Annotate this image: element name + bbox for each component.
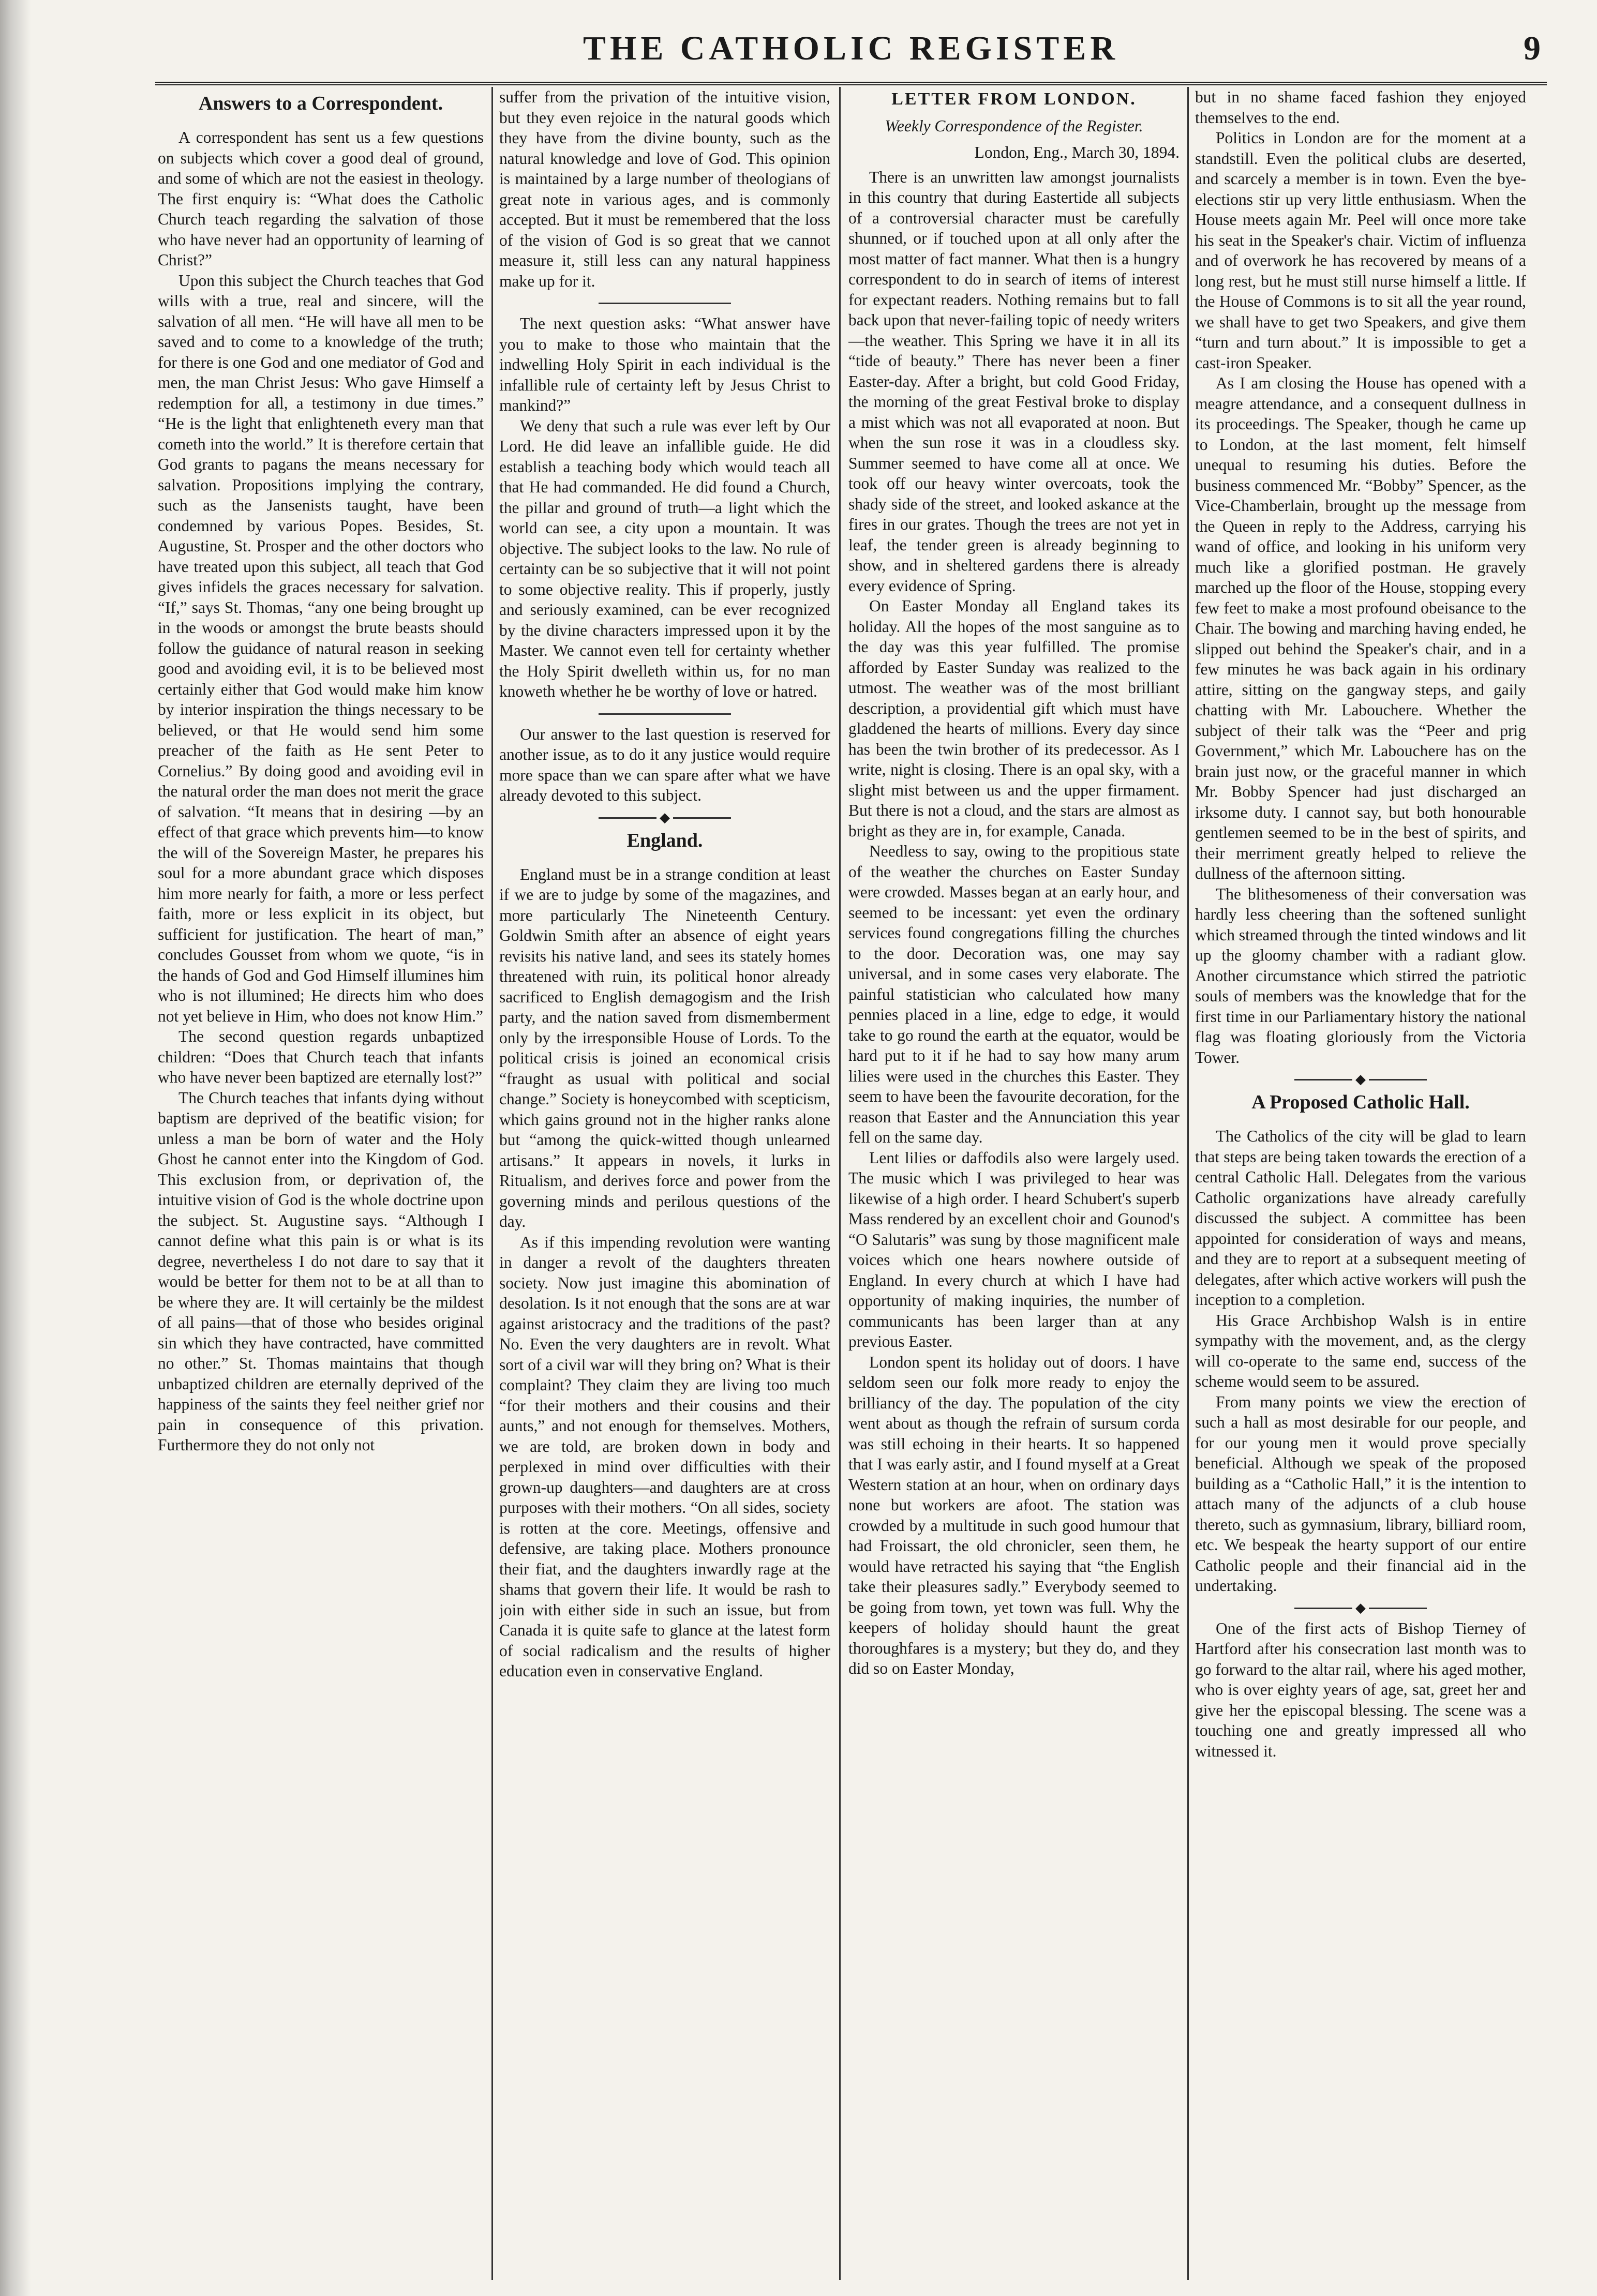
masthead (155, 20, 1547, 85)
newspaper-title: THE CATHOLIC REGISTER (583, 29, 1119, 67)
article-paragraph: but in no shame faced fashion they enjoyed themselves to the end. (1195, 88, 1526, 127)
column-rule (1187, 87, 1189, 2280)
ornament-divider (1294, 1079, 1427, 1081)
article-paragraph: One of the first acts of Bishop Tierney of Hartford after his consecration last month was to go forward to the altar rail, where his aged mother, who is over eighty years of age, sat, greet her and give her the episcopal blessing. The scene was a touching one and greatly impressed all who witnessed it. (1195, 1619, 1526, 1760)
section-divider (599, 303, 731, 304)
headline-england: England. (626, 829, 703, 851)
article-paragraph: Lent lilies or daffodils also were largely used. The music which I was privileged to hear was likewise of a high order. I heard Schubert's superb Mass rendered by an excellent choir and Gounod's “O Salutaris” was sung by those magnificent male voices which one hears nowhere outside of England. In every church at which I have had opportunity of making inquiries, the number of communicants has been larger than at any previous Easter. (848, 1148, 1180, 1350)
article-paragraph: His Grace Archbishop Walsh is in entire sympathy with the movement, and, as the clergy will co-operate to the same end, success of the scheme would seem to be assured. (1195, 1311, 1526, 1390)
column-3 (848, 87, 1180, 2280)
article-paragraph: Needless to say, owing to the propitious state of the weather the churches on Easter Sunday were crowded. Masses began at an early hour, and seemed to be incessant: yet even the ordinary services found congregations filling the churches to the door. Decoration was, one may say universal, and in some cases very elaborate. The painful statistician who calculated how many pennies placed in a line, edge to edge, it would take to go round the earth at the equator, would be hard put to it if he had to say how many arum lilies were used in the churches this Easter. They seem to have been the favourite decoration, for the reason that Easter and the Annunciation this year fell on the same day. (848, 842, 1180, 1146)
page-edge-shadow (0, 0, 31, 2296)
article-paragraph: The second question regards unbaptized children: “Does that Church teach that infants who have never been baptized are eternally lost?” (158, 1027, 484, 1086)
page-number: 9 (1524, 29, 1541, 67)
article-paragraph: On Easter Monday all England takes its holiday. All the hopes of the most sanguine as to the day was this year fulfilled. The promise afforded by Easter Sunday was realized to the utmost. The weather was of the most brilliant description, a providential gift which must have gladdened the hearts of millions. Every day since has been the twin brother of its predecessor. As I write, night is closing. There is an opal sky, with a slight mist between us and the upper firmament. But there is not a cloud, and the stars are almost as bright as they are in, for example, Canada. (848, 597, 1180, 840)
ornament-divider (599, 817, 731, 819)
article-paragraph: Politics in London are for the moment at a standstill. Even the political clubs are deserted, and scarcely a member is in town. Even the bye-elections stir up very little enthusiasm. When the House meets again Mr. Peel will once more take his seat in the Speaker's chair. Victim of influenza and of overwork he has recovered by means of a long rest, but he must still nurse himself a little. If the House of Commons is to sit all the year round, we shall have to get two Speakers, and give them “turn and turn about.” It is impossible to get a cast-iron Speaker. (1195, 129, 1526, 372)
article-paragraph: As if this impending revolution were wanting in danger a revolt of the daughters threaten society. Now just imagine this abomination of desolation. Is it not enough that the sons are at war against aristocracy and the traditions of the past? No. Even the very daughters are in revolt. What sort of a civil war will they bring on? What is their complaint? They claim they are living too much “for their mothers and their cousins and their aunts,” and not enough for themselves. Mothers, we are told, are broken down in body and perplexed in mind over difficulties with their grown-up daughters—and daughters are at cross purposes with their mothers. “On all sides, society is rotten at the core. Meetings, offensive and defensive, are taking place. Mothers pronounce their fiat, and the daughters inwardly rage at the shams that govern their life. It would be rash to join with either side in such an issue, but from Canada it is quite safe to glance at the latest form of social radicalism and the results of higher education even in conservative England. (499, 1233, 830, 1680)
article-paragraph: The Catholics of the city will be glad to learn that steps are being taken towards the erection of a central Catholic Hall. Delegates from the various Catholic organizations have already carefully discussed the subject. A committee has been appointed for consideration of ways and means, and they are to report at a subsequent meeting of delegates, after which active workers will push the inception to a completion. (1195, 1127, 1526, 1309)
column-rule (839, 87, 841, 2280)
column-1 (158, 87, 484, 2280)
section-divider (599, 713, 731, 715)
column-4 (1195, 87, 1526, 2280)
article-paragraph: The next question asks: “What answer have you to make to those who maintain that the indwelling Holy Spirit in each individual is the infallible rule of certainty left by Jesus Christ to mankind?” (499, 314, 830, 414)
article-paragraph: The blithesomeness of their conversation was hardly less cheering than the softened sunlight which streamed through the tinted windows and lit up the gloomy chamber with a radiant glow. Another circumstance which stirred the patriotic souls of members was the knowledge that for the first time in our Parliamentary history the national flag was floating gloriously from the Victoria Tower. (1195, 884, 1526, 1067)
headline-answers: Answers to a Correspondent. (198, 93, 443, 114)
article-paragraph: London spent its holiday out of doors. I have seldom seen our folk more ready to enjoy the brilliancy of the day. The population of the city went about as though the refrain of sursum corda was still echoing in their hearts. It so happened that I was early astir, and I found myself at a Great Western station at an hour, when on ordinary days none but workers are afoot. The station was crowded by a multitude in such good humour that had Froissart, the old chronicler, seen them, he would have retracted his saying that “the English take their pleasures sadly.” Everybody seemed to be going from town, yet town was full. Why the keepers of holiday should haunt the great thoroughfares is a mystery; but they do, and they did so on Easter Monday, (848, 1353, 1180, 1677)
column-rule (491, 87, 493, 2280)
article-paragraph: We deny that such a rule was ever left by Our Lord. He did leave an infallible guide. He did establish a teaching body which would teach all that He had commanded. He did found a Church, the pillar and ground of truth—a light which the world can see, a city upon a mountain. It was objective. The subject looks to the law. No rule of certainty can be so subjective that it will not point to some objective reality. This if properly, justly and seriously examined, can be ever recognized by the divine characters impressed upon it by the Master. We cannot even tell for certainty whether the Holy Spirit dwelleth within us, for no man knoweth whether he be worthy of love or hatred. (499, 416, 830, 700)
headline-catholic-hall: A Proposed Catholic Hall. (1251, 1091, 1470, 1113)
dateline: London, Eng., March 30, 1894. (974, 143, 1180, 161)
article-paragraph: Upon this subject the Church teaches that God wills with a true, real and sincere, will the salvation of all men. “He will have all men to be saved and to come to a knowledge of the truth; for there is one God and one mediator of God and men, the man Christ Jesus: Who gave Himself a redemption for all, a testimony in due times.” “He is the light that enlighteneth every man that cometh into the world.” It is therefore certain that God grants to pagans the means necessary for salvation. Propositions implying the contrary, such as the Jansenists taught, have been condemned by various Popes. Besides, St. Augustine, St. Prosper and the other doctors who have treated upon this subject, all teach that God gives infidels the graces necessary for salvation. “If,” says St. Thomas, “any one being brought up in the woods or amongst the brute beasts should follow the guidance of natural reason in seeking good and avoiding evil, it is to be believed most certainly either that God would make him know by interior inspiration the things necessary to be believed, or that He would send him some preacher of the faith as He sent Peter to Cornelius.” By doing good and avoiding evil in the natural order the man does not merit the grace of salvation. “It means that in desiring —by an effect of that grace which prevents him—to know the will of the Sovereign Master, he prepares his soul for a more abundant grace which disposes him more nearly for faith, a more or less perfect faith, more or less explicit in its object, but sufficient for justification. The heart of man,” concludes Gousset from whom we quote, “is in the hands of God and God Himself illumines him who is not illumined; He directs him who does not yet believe in Him, who does not know Him.” (158, 271, 484, 1025)
column-2 (499, 87, 830, 2280)
byline: Weekly Correspondence of the Register. (885, 116, 1143, 135)
article-paragraph: Our answer to the last question is reserved for another issue, as to do it any justice would require more space than we can spare after what we have already devoted to this subject. (499, 725, 830, 804)
ornament-divider (1294, 1608, 1427, 1609)
article-paragraph: There is an unwritten law amongst journalists in this country that during Eastertide all subjects of a controversial character must be carefully shunned, or if touched upon at all only after the most matter of fact manner. What then is a hungry correspondent to do in search of items of interest for expectant readers. Nothing remains but to fall back upon that never-failing topic of needy writers—the weather. This Spring we have it in all its “tide of beauty.” There has never been a finer Easter-day. After a bright, but cold Good Friday, the morning of the great Festival broke to display a mist which was not all evaporated at noon. But when the sun rose it was in a cloudless sky. Summer seemed to have come all at once. We took off our heavy winter overcoats, took the shady side of the street, and looked askance at the fires in our grates. Though the trees are not yet in leaf, the tender green is already beginning to show, and in sheltered gardens there is already every evidence of Spring. (848, 168, 1180, 595)
article-paragraph: suffer from the privation of the intuitive vision, but they even rejoice in the natural goods which they have from the divine bounty, such as the natural knowledge and love of God. This opinion is maintained by a large number of theologians of great note in various ages, and is commonly accepted. But it must be remembered that the loss of the vision of God is so great that we cannot measure it, still less can any natural happiness make up for it. (499, 88, 830, 290)
article-paragraph: A correspondent has sent us a few questions on subjects which cover a good deal of ground, and some of which are not the easiest in theology. The first enquiry is: “What does the Catholic Church teach regarding the salvation of those who have never had an opportunity of learning of Christ?” (158, 128, 484, 269)
article-paragraph: The Church teaches that infants dying without baptism are deprived of the beatific vision; for unless a man be born of water and the Holy Ghost he cannot enter into the Kingdom of God. This exclusion from, or deprivation of, the intuitive vision of God is the whole doctrine upon the subject. St. Augustine says. “Although I cannot define what this pain is or what is its degree, nevertheless I do not dare to say that it would be better for them not to be at all than to be where they are. It will certainly be the mildest of all pains—that of those who besides original sin which they have contracted, have committed no other.” St. Thomas maintains that though unbaptized children are eternally deprived of the happiness of the saints they feel neither grief nor pain in consequence of this privation. Furthermore they do not only not (158, 1088, 484, 1454)
article-paragraph: From many points we view the erection of such a hall as most desirable for our people, and for our young men it would prove specially beneficial. Although we speak of the proposed building as a “Catholic Hall,” it is the intention to attach many of the adjuncts of a club house thereto, such as gymnasium, library, billiard room, etc. We bespeak the hearty support of our entire Catholic people and their financial aid in the undertaking. (1195, 1392, 1526, 1595)
article-paragraph: As I am closing the House has opened with a meagre attendance, and a consequent dullness in its proceedings. The Speaker, though he came up to London, at the last moment, felt himself unequal to resuming his duties. Before the business commenced Mr. “Bobby” Spencer, as the Vice-Chamberlain, brought up the message from the Queen in reply to the Address, carrying his wand of office, and looking in his uniform very much like a glorified postman. He gravely marched up the floor of the House, stopping every few feet to make a most profound obeisance to the Chair. The bowing and marching having ended, he slipped out behind the Speaker's chair, and in a few minutes he was back again in his ordinary attire, sitting on the gangway steps, and gaily chatting with Mr. Labouchere. Whether the subject of their talk was the “Peer and prig Government,” which Mr. Labouchere has on the brain just now, or the graceful manner in which Mr. Bobby Spencer had just discharged an irksome duty. I cannot say, but both honourable gentlemen seemed to be in the best of spirits, and their merriment greatly helped to relieve the dullness of the afternoon sitting. (1195, 374, 1526, 882)
headline-letter-from-london: LETTER FROM LONDON. (891, 89, 1137, 109)
article-paragraph: England must be in a strange condition at least if we are to judge by some of the magazines, and more particularly The Nineteenth Century. Goldwin Smith after an absence of eight years revisits his native land, and sees its stately homes threatened with ruin, its political honor already sacrificed to English demagogism and the Irish party, and the nation saved from dismemberment only by the irresponsible House of Lords. To the political crisis is joined an economical crisis “fraught as usual with political and social change.” Society is honeycombed with scepticism, which gains ground not in the higher ranks alone but “among the quick-witted though unlearned artisans.” It appears in novels, it lurks in Ritualism, and derives force and power from the governing minds and perilous questions of the day. (499, 865, 830, 1230)
